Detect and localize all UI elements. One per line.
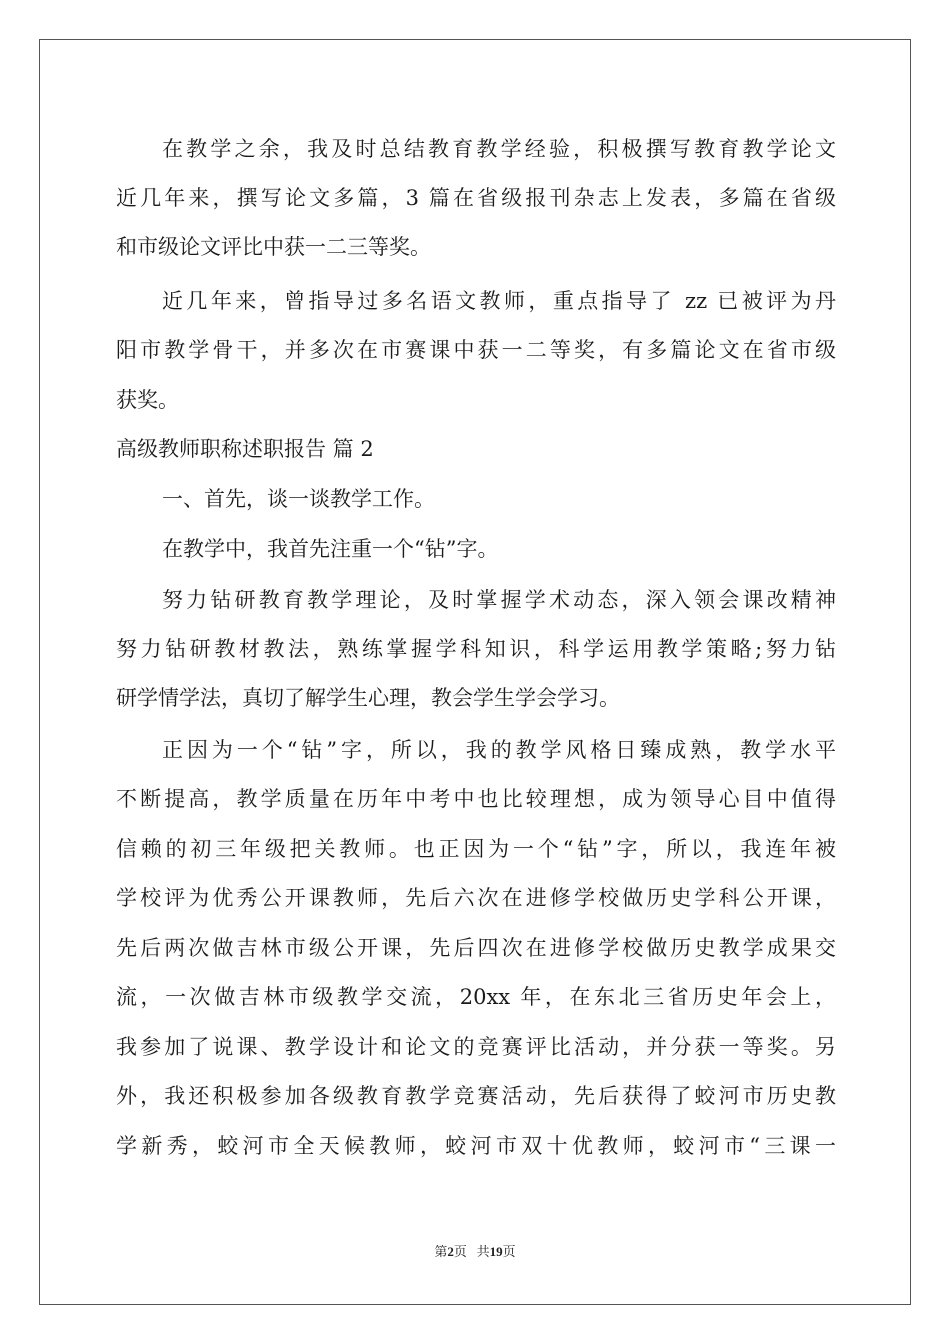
paragraph-line: 不断提高，教学质量在历年中考中也比较理想，成为领导心目中值得 [116,787,836,811]
paragraph-line: 流，一次做吉林市级教学交流，20xx 年，在东北三省历史年会上， [116,985,836,1009]
paragraph-line: 信赖的初三年级把关教师。也正因为一个“钻”字，所以，我连年被 [116,837,836,861]
paragraph-line: 学新秀，蛟河市全天候教师，蛟河市双十优教师，蛟河市“三课一 [116,1134,836,1158]
paragraph-line: 研学情学法，真切了解学生心理，教会学生学会学习。 [116,686,620,710]
footer-suffix: 页 [502,1244,516,1259]
paragraph-line: 近几年来，撰写论文多篇，3 篇在省级报刊杂志上发表，多篇在省级 [116,186,836,210]
current-page-number: 2 [447,1244,454,1259]
paragraph-line: 和市级论文评比中获一二三等奖。 [116,235,431,259]
paragraph-line: 一、首先，谈一谈教学工作。 [162,487,435,511]
paragraph-line: 努力钻研教育教学理论，及时掌握学术动态，深入领会课改精神 [162,588,836,612]
footer-prefix: 第 [434,1244,448,1259]
paragraph-line: 努力钻研教材教法，熟练掌握学科知识，科学运用教学策略;努力钻 [116,637,836,661]
paragraph-line: 近几年来，曾指导过多名语文教师，重点指导了 zz 已被评为丹 [162,289,836,313]
paragraph-line: 我参加了说课、教学设计和论文的竞赛评比活动，并分获一等奖。另 [116,1035,836,1059]
section-heading: 高级教师职称述职报告 篇 2 [116,437,374,461]
paragraph-line: 在教学中，我首先注重一个“钻”字。 [162,537,499,561]
paragraph-line: 先后两次做吉林市级公开课，先后四次在进修学校做历史教学成果交 [116,936,836,960]
paragraph-line: 阳市教学骨干，并多次在市赛课中获一二等奖，有多篇论文在省市级 [116,338,836,362]
paragraph-line: 外，我还积极参加各级教育教学竞赛活动，先后获得了蛟河市历史教 [116,1084,836,1108]
paragraph-line: 获奖。 [116,388,179,412]
footer-middle: 页 共 [453,1244,490,1259]
paragraph-line: 学校评为优秀公开课教师，先后六次在进修学校做历史学科公开课， [116,886,836,910]
total-pages-number: 19 [489,1244,503,1259]
paragraph-line: 在教学之余，我及时总结教育教学经验，积极撰写教育教学论文 [162,137,836,161]
page-footer [0,1243,950,1261]
paragraph-line: 正因为一个“钻”字，所以，我的教学风格日臻成熟，教学水平 [162,738,836,762]
